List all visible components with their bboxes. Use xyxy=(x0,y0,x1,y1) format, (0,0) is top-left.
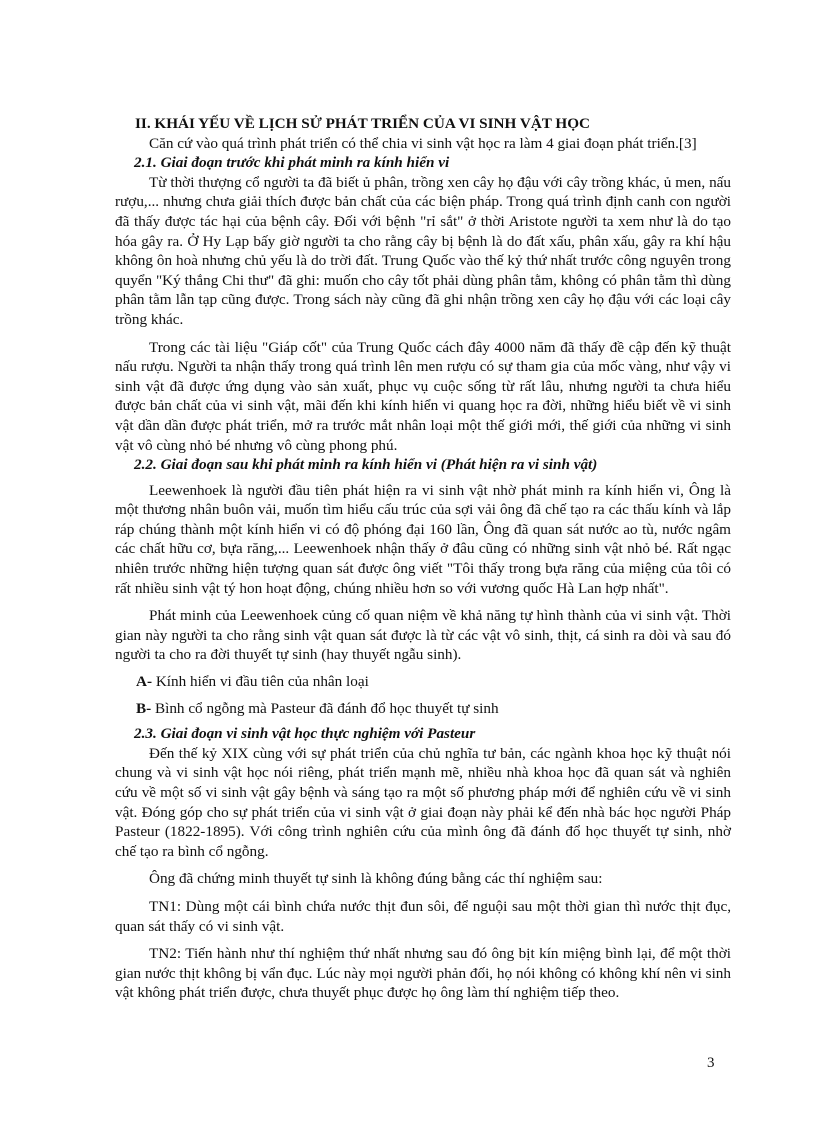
intro-paragraph: Căn cứ vào quá trình phát triển có thể chia vi sinh vật học ra làm 4 giai đoạn phát triển.[3] xyxy=(149,134,697,152)
experiment-tn1: TN1: Dùng một cái bình chứa nước thịt đun sôi, để nguội sau một thời gian thì nước thịt đục, quan sát thấy có vi sinh vật. xyxy=(115,897,731,935)
paragraph: Ông đã chứng minh thuyết tự sinh là không đúng bằng các thí nghiệm sau: xyxy=(149,870,603,888)
page-number: 3 xyxy=(707,1055,715,1071)
figure-text-b: Bình cổ ngỗng mà Pasteur đã đánh đổ học thuyết tự sinh xyxy=(151,699,499,717)
paragraph: Phát minh của Leewenhoek củng cố quan niệm về khả năng tự hình thành của vi sinh vật. Thời gian này người ta cho rằng sinh vật quan sát được là từ các vật vô sinh, thịt, cá sinh ra dòi và sau đó người ta cho ra đời thuyết tự sinh (hay thuyết ngẫu sinh). xyxy=(115,607,731,664)
subsection-title-2-3: 2.3. Giai đoạn vi sinh vật học thực nghiệm với Pasteur xyxy=(134,725,476,743)
subsection-title-2-1: 2.1. Giai đoạn trước khi phát minh ra kính hiển vi xyxy=(134,154,450,172)
experiment-tn2: TN2: Tiến hành như thí nghiệm thứ nhất nhưng sau đó ông bịt kín miệng bình lại, để một thời gian nước thịt không bị vẩn đục. Lúc này mọi người phản đối, họ nói không có không khí nên vi sinh vật không phát triển được, chưa thuyết phục được họ ông làm thí nghiệm tiếp theo. xyxy=(115,945,731,1002)
figure-label-a: A- xyxy=(136,673,153,691)
figure-label-b: B- xyxy=(136,699,152,717)
figure-caption-b xyxy=(115,699,731,719)
paragraph: Leewenhoek là người đầu tiên phát hiện ra vi sinh vật nhờ phát minh ra kính hiển vi, Ông là một thương nhân buôn vải, muốn tìm hiểu cấu trúc của sợi vải ông đã chế tạo ra các thấu kính và lắp ráp chúng thành một kính hiển vi có độ phóng đại 160 lần, Ông đã quan sát nước ao tù, nước ngâm các chất hữu cơ, bựa răng,... Leewenhoek nhận thấy ở đâu cũng có những sinh vật nhỏ bé. Rất ngạc nhiên trước những hiện tượng quan sát được ông viết "Tôi thấy trong bựa răng của miệng của tôi có rất nhiều sinh vật tý hon hoạt động, chúng nhiều hơn so với vương quốc Hà Lan hợp nhất". xyxy=(115,481,731,597)
figure-text-a: Kính hiển vi đầu tiên của nhân loại xyxy=(152,673,369,691)
document-page xyxy=(115,114,731,1003)
subsection-title-2-2: 2.2. Giai đoạn sau khi phát minh ra kính hiển vi (Phát hiện ra vi sinh vật) xyxy=(134,456,598,474)
paragraph: Trong các tài liệu "Giáp cốt" của Trung Quốc cách đây 4000 năm đã thấy đề cập đến kỹ thuật nấu rượu. Người ta nhận thấy trong quá trình lên men rượu có sự tham gia của mốc vàng, như vậy vi sinh vật đã được ứng dụng vào sản xuất, phục vụ cuộc sống từ rất lâu, nhưng người ta chưa hiểu được bản chất của vi sinh vật, mãi đến khi kính hiển vi quang học ra đời, những hiểu biết về vi sinh vật dần dần được phát triển, mở ra trước mắt nhân loại một thế giới mới, thế giới của những vi sinh vật vô cùng nhỏ bé nhưng vô cùng phong phú. xyxy=(115,338,731,454)
paragraph: Từ thời thượng cổ người ta đã biết ủ phân, trồng xen cây họ đậu với cây trồng khác, ủ men, nấu rượu,... nhưng chưa giải thích được bản chất của các biện pháp. Trong quá trình định canh con người đã thấy được tác hại của bệnh cây. Đối với bệnh "rỉ sắt" ở thời Aristote người ta xem như là do tạo hóa gây ra. Ở Hy Lạp bấy giờ người ta cho rằng cây bị bệnh là do đất xấu, phân xấu, gây ra khí hậu không ôn hoà nhưng chủ yếu là do trời đất. Trung Quốc vào thế kỷ thứ nhất trước công nguyên trong quyển "Ký thắng Chi thư" đã ghi: muốn cho cây tốt phải dùng phân tằm, không có phân tằm thì dùng phân tằm lẫn tạp cũng được. Trong sách này cũng đã ghi nhận trồng xen cây họ đậu với các loại cây trồng khác. xyxy=(115,173,731,328)
paragraph: Đến thế kỷ XIX cùng với sự phát triển của chủ nghĩa tư bản, các ngành khoa học kỹ thuật nói chung và vi sinh vật học nói riêng, phát triển mạnh mẽ, nhiều nhà khoa học đã quan sát và nghiên cứu về một số vi sinh vật gây bệnh và sáng tạo ra một số phương pháp mới để nghiên cứu về vi sinh vật. Đóng góp cho sự phát triển của vi sinh vật ở giai đoạn này phải kể đến nhà bác học người Pháp Pasteur (1822-1895). Với công trình nghiên cứu của mình ông đã đánh đổ học thuyết tự sinh, nhờ chế tạo ra bình cổ ngỗng. xyxy=(115,744,731,860)
section-title: II. KHÁI YẾU VỀ LỊCH SỬ PHÁT TRIỂN CỦA VI SINH VẬT HỌC xyxy=(135,115,591,132)
figure-caption-a xyxy=(115,672,731,692)
